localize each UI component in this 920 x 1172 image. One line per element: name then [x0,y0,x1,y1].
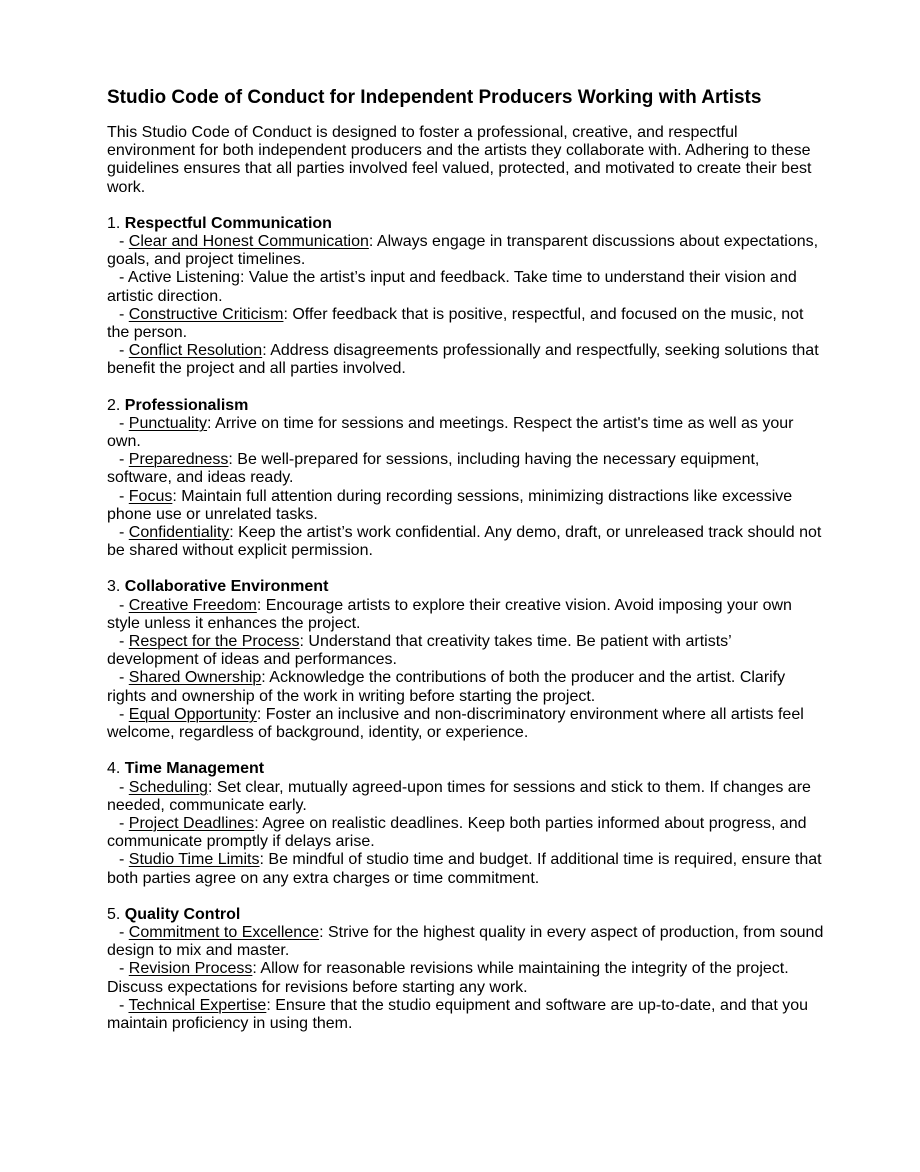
item-term: Project Deadlines [128,814,255,832]
item-description: : Ensure that the studio equipment and software are up-to-date, and that you maintain proficiency in using them. [107,996,809,1032]
list-item [107,269,827,305]
item-term: Studio Time Limits [128,851,260,869]
section-number: 5. [107,905,121,923]
item-term: Creative Freedom [128,596,257,614]
item-term: Respect for the Process [128,633,300,651]
list-item [107,597,827,633]
item-description: : Be mindful of studio time and budget. If additional time is required, ensure that both parties agree on any extra charges or time commitment. [107,851,822,887]
list-item [107,706,827,742]
list-item [107,997,827,1033]
bullet-dash: - [119,524,129,542]
section-heading [107,397,827,415]
bullet-dash: - [119,633,129,651]
bullet-dash: - [119,596,129,614]
item-description: : Strive for the highest quality in every aspect of production, from sound design to mix and master. [107,923,824,960]
item-description: : Foster an inclusive and non-discriminatory environment where all artists feel welcome, regardless of background, identity, or experience. [107,705,804,742]
section-title: Respectful Communication [124,214,332,232]
section-5 [107,906,827,1033]
list-item [107,960,827,996]
item-term: Constructive Criticism [128,305,284,323]
bullet-dash: - [119,305,129,323]
section-title: Collaborative Environment [124,578,329,596]
item-description: : Address disagreements professionally and respectfully, seeking solutions that benefit the project and all parties involved. [107,342,819,378]
item-term: Shared Ownership [128,669,262,687]
item-term: Equal Opportunity [128,705,257,723]
section-number: 4. [107,760,121,778]
intro-paragraph: This Studio Code of Conduct is designed to foster a professional, creative, and respectful environment for both independent producers and the artists they collaborate with. Adhering to these guidelines ensures that all parties involved feel valued, protected, and motivated to create their best work. [107,124,812,196]
item-term: Punctuality [128,414,208,432]
list-item [107,815,827,851]
bullet-dash: - [119,487,129,505]
item-term: Scheduling [128,778,208,796]
item-term: Conflict Resolution [128,342,263,360]
item-description: Active Listening: Value the artist’s input and feedback. Take time to understand their vision and artistic direction. [107,269,797,305]
bullet-dash: - [119,669,129,687]
bullet-dash: - [119,996,129,1014]
bullet-dash: - [119,923,129,941]
list-item [107,851,827,887]
item-term: Revision Process [128,960,253,978]
bullet-dash: - [119,451,129,469]
list-item [107,633,827,669]
list-item [107,669,827,705]
item-description: : Acknowledge the contributions of both the producer and the artist. Clarify rights and ownership of the work in writing before starting the project. [107,669,786,705]
item-term: Commitment to Excellence [128,923,320,941]
section-heading [107,215,827,233]
bullet-dash: - [119,705,129,723]
bullet-dash: - [119,814,129,832]
section-heading [107,760,827,778]
item-description: : Keep the artist’s work confidential. Any demo, draft, or unreleased track should not be shared without explicit permission. [107,524,822,560]
document-page [107,86,827,1051]
bullet-dash: - [119,233,129,251]
section-title: Professionalism [124,396,249,414]
section-number: 2. [107,396,121,414]
list-item [107,524,827,560]
bullet-dash: - [119,342,129,360]
sections-container [107,215,827,1033]
document-title: Studio Code of Conduct for Independent Producers Working with Artists [107,87,762,108]
item-description: : Be well-prepared for sessions, including having the necessary equipment, software, and ideas ready. [107,451,760,487]
bullet-dash: - [119,269,128,287]
bullet-dash: - [119,960,129,978]
section-title: Time Management [124,760,265,778]
section-number: 1. [107,214,121,232]
section-1 [107,215,827,379]
section-4 [107,760,827,887]
item-term: Confidentiality [128,524,230,542]
section-number: 3. [107,578,121,596]
item-term: Technical Expertise [128,996,267,1014]
bullet-dash: - [119,851,129,869]
list-item [107,415,827,451]
item-description: : Arrive on time for sessions and meetings. Respect the artist's time as well as your own. [107,414,794,451]
list-item [107,451,827,487]
item-description: : Set clear, mutually agreed-upon times for sessions and stick to them. If changes are needed, communicate early. [107,778,811,814]
item-description: : Understand that creativity takes time. Be patient with artists’ development of ideas and performances. [107,633,732,669]
item-description: : Maintain full attention during recording sessions, minimizing distractions like excessive phone use or unrelated tasks. [107,487,793,523]
bullet-dash: - [119,414,129,432]
item-term: Preparedness [128,451,229,469]
list-item [107,779,827,815]
section-3 [107,578,827,742]
section-2 [107,397,827,561]
item-description: : Encourage artists to explore their creative vision. Avoid imposing your own style unless it enhances the project. [107,596,792,632]
list-item [107,342,827,378]
bullet-dash: - [119,778,129,796]
section-heading [107,578,827,596]
list-item [107,233,827,269]
item-description: : Agree on realistic deadlines. Keep both parties informed about progress, and communicate promptly if delays arise. [107,814,807,851]
list-item [107,306,827,342]
item-term: Focus [128,487,173,505]
list-item [107,924,827,960]
section-heading [107,906,827,924]
list-item [107,488,827,524]
section-title: Quality Control [124,905,241,923]
item-description: : Allow for reasonable revisions while maintaining the integrity of the project. Discuss expectations for revisions before starting any work. [107,960,789,996]
item-description: : Offer feedback that is positive, respectful, and focused on the music, not the person. [107,305,804,342]
item-term: Clear and Honest Communication [128,233,369,251]
item-description: : Always engage in transparent discussions about expectations, goals, and project timelines. [107,233,819,269]
